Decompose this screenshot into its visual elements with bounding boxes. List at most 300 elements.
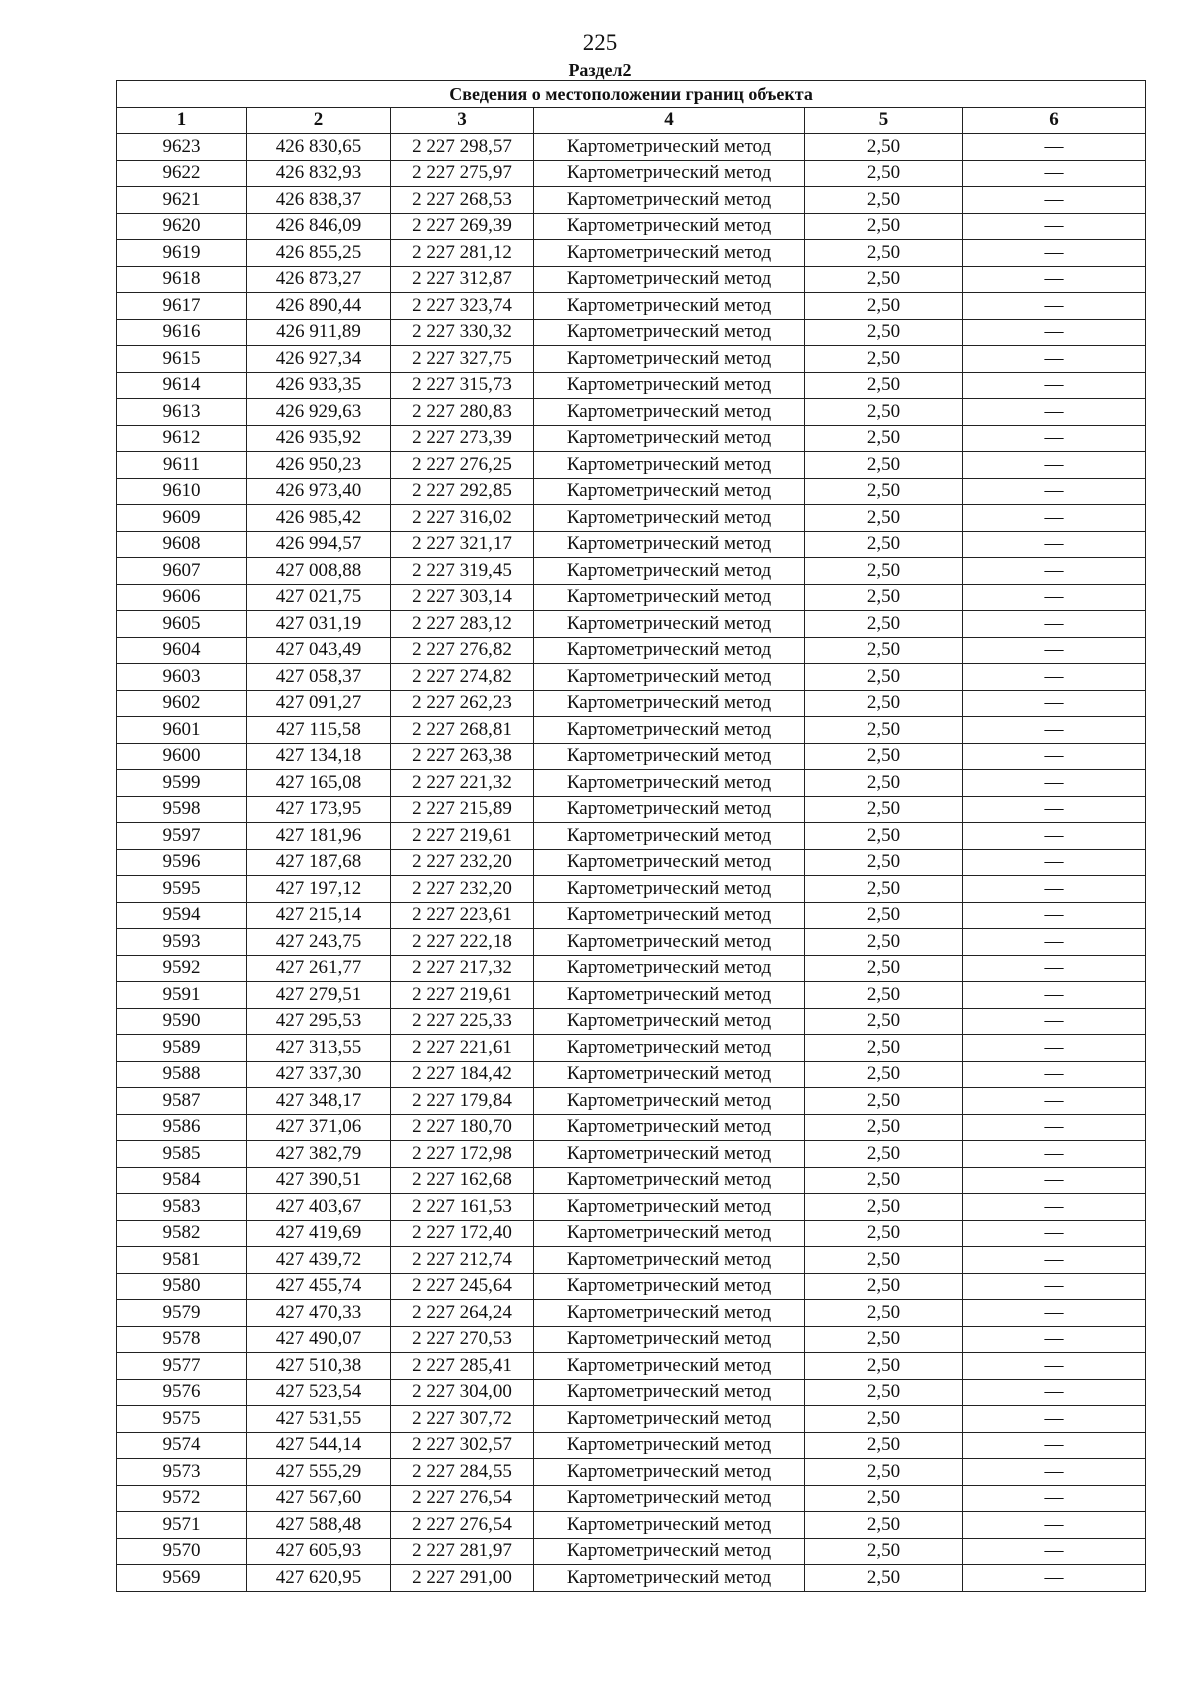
table-row	[117, 770, 1146, 797]
accuracy-cell: 2,50	[805, 1141, 963, 1168]
x-coordinate-cell: 427 455,74	[247, 1273, 391, 1300]
section-label: Раздел2	[568, 60, 632, 80]
method-cell: Картометрический метод	[534, 770, 805, 797]
table-row	[117, 1565, 1146, 1592]
point-number-cell: 9622	[117, 160, 247, 187]
point-number-cell: 9594	[117, 902, 247, 929]
table-row	[117, 1379, 1146, 1406]
note-cell: —	[963, 425, 1146, 452]
table-row	[117, 902, 1146, 929]
note-cell: —	[963, 690, 1146, 717]
y-coordinate-cell: 2 227 303,14	[391, 584, 534, 611]
point-number-cell: 9581	[117, 1247, 247, 1274]
table-row	[117, 637, 1146, 664]
note-cell: —	[963, 902, 1146, 929]
table-row	[117, 690, 1146, 717]
accuracy-cell: 2,50	[805, 955, 963, 982]
method-cell: Картометрический метод	[534, 1141, 805, 1168]
accuracy-cell: 2,50	[805, 1114, 963, 1141]
y-coordinate-cell: 2 227 215,89	[391, 796, 534, 823]
table-title: Сведения о местоположении границ объекта	[117, 81, 1146, 108]
y-coordinate-cell: 2 227 222,18	[391, 929, 534, 956]
point-number-cell: 9589	[117, 1035, 247, 1062]
method-cell: Картометрический метод	[534, 1061, 805, 1088]
accuracy-cell: 2,50	[805, 134, 963, 161]
point-number-cell: 9595	[117, 876, 247, 903]
table-row	[117, 717, 1146, 744]
method-cell: Картометрический метод	[534, 372, 805, 399]
accuracy-cell: 2,50	[805, 1326, 963, 1353]
method-cell: Картометрический метод	[534, 1114, 805, 1141]
point-number-cell: 9582	[117, 1220, 247, 1247]
note-cell: —	[963, 1379, 1146, 1406]
method-cell: Картометрический метод	[534, 664, 805, 691]
point-number-cell: 9591	[117, 982, 247, 1009]
method-cell: Картометрический метод	[534, 1565, 805, 1592]
accuracy-cell: 2,50	[805, 796, 963, 823]
table-row	[117, 372, 1146, 399]
x-coordinate-cell: 427 439,72	[247, 1247, 391, 1274]
accuracy-cell: 2,50	[805, 1035, 963, 1062]
table-row	[117, 1194, 1146, 1221]
note-cell: —	[963, 1326, 1146, 1353]
point-number-cell: 9601	[117, 717, 247, 744]
accuracy-cell: 2,50	[805, 690, 963, 717]
x-coordinate-cell: 427 390,51	[247, 1167, 391, 1194]
note-cell: —	[963, 531, 1146, 558]
y-coordinate-cell: 2 227 262,23	[391, 690, 534, 717]
accuracy-cell: 2,50	[805, 240, 963, 267]
y-coordinate-cell: 2 227 221,61	[391, 1035, 534, 1062]
y-coordinate-cell: 2 227 268,53	[391, 187, 534, 214]
note-cell: —	[963, 1512, 1146, 1539]
method-cell: Картометрический метод	[534, 240, 805, 267]
accuracy-cell: 2,50	[805, 1353, 963, 1380]
note-cell: —	[963, 372, 1146, 399]
accuracy-cell: 2,50	[805, 743, 963, 770]
y-coordinate-cell: 2 227 180,70	[391, 1114, 534, 1141]
table-row	[117, 425, 1146, 452]
accuracy-cell: 2,50	[805, 558, 963, 585]
x-coordinate-cell: 427 531,55	[247, 1406, 391, 1433]
x-coordinate-cell: 427 348,17	[247, 1088, 391, 1115]
table-row	[117, 1485, 1146, 1512]
point-number-cell: 9621	[117, 187, 247, 214]
table-row	[117, 664, 1146, 691]
point-number-cell: 9604	[117, 637, 247, 664]
x-coordinate-cell: 426 973,40	[247, 478, 391, 505]
table-row	[117, 187, 1146, 214]
y-coordinate-cell: 2 227 323,74	[391, 293, 534, 320]
accuracy-cell: 2,50	[805, 1194, 963, 1221]
table-row	[117, 1220, 1146, 1247]
note-cell: —	[963, 240, 1146, 267]
column-header-row	[117, 107, 1146, 134]
note-cell: —	[963, 796, 1146, 823]
method-cell: Картометрический метод	[534, 452, 805, 479]
y-coordinate-cell: 2 227 284,55	[391, 1459, 534, 1486]
point-number-cell: 9610	[117, 478, 247, 505]
table-row	[117, 478, 1146, 505]
table-row	[117, 399, 1146, 426]
y-coordinate-cell: 2 227 219,61	[391, 982, 534, 1009]
point-number-cell: 9590	[117, 1008, 247, 1035]
method-cell: Картометрический метод	[534, 1432, 805, 1459]
y-coordinate-cell: 2 227 232,20	[391, 876, 534, 903]
y-coordinate-cell: 2 227 280,83	[391, 399, 534, 426]
method-cell: Картометрический метод	[534, 1353, 805, 1380]
note-cell: —	[963, 743, 1146, 770]
point-number-cell: 9609	[117, 505, 247, 532]
note-cell: —	[963, 1167, 1146, 1194]
y-coordinate-cell: 2 227 263,38	[391, 743, 534, 770]
table-row	[117, 1353, 1146, 1380]
accuracy-cell: 2,50	[805, 372, 963, 399]
column-header: 2	[247, 107, 391, 134]
accuracy-cell: 2,50	[805, 1432, 963, 1459]
point-number-cell: 9611	[117, 452, 247, 479]
note-cell: —	[963, 1088, 1146, 1115]
x-coordinate-cell: 427 588,48	[247, 1512, 391, 1539]
method-cell: Картометрический метод	[534, 902, 805, 929]
x-coordinate-cell: 427 115,58	[247, 717, 391, 744]
note-cell: —	[963, 1061, 1146, 1088]
x-coordinate-cell: 427 197,12	[247, 876, 391, 903]
y-coordinate-cell: 2 227 307,72	[391, 1406, 534, 1433]
table-row	[117, 531, 1146, 558]
note-cell: —	[963, 1008, 1146, 1035]
x-coordinate-cell: 426 911,89	[247, 319, 391, 346]
y-coordinate-cell: 2 227 276,25	[391, 452, 534, 479]
note-cell: —	[963, 1300, 1146, 1327]
table-row	[117, 1432, 1146, 1459]
point-number-cell: 9587	[117, 1088, 247, 1115]
accuracy-cell: 2,50	[805, 160, 963, 187]
x-coordinate-cell: 426 830,65	[247, 134, 391, 161]
accuracy-cell: 2,50	[805, 717, 963, 744]
y-coordinate-cell: 2 227 268,81	[391, 717, 534, 744]
point-number-cell: 9608	[117, 531, 247, 558]
table-row	[117, 452, 1146, 479]
point-number-cell: 9578	[117, 1326, 247, 1353]
note-cell: —	[963, 584, 1146, 611]
note-cell: —	[963, 399, 1146, 426]
table-title-row	[117, 81, 1146, 108]
point-number-cell: 9592	[117, 955, 247, 982]
y-coordinate-cell: 2 227 302,57	[391, 1432, 534, 1459]
point-number-cell: 9598	[117, 796, 247, 823]
method-cell: Картометрический метод	[534, 187, 805, 214]
table-row	[117, 849, 1146, 876]
method-cell: Картометрический метод	[534, 134, 805, 161]
table-row	[117, 1035, 1146, 1062]
method-cell: Картометрический метод	[534, 849, 805, 876]
accuracy-cell: 2,50	[805, 770, 963, 797]
point-number-cell: 9606	[117, 584, 247, 611]
point-number-cell: 9615	[117, 346, 247, 373]
x-coordinate-cell: 427 021,75	[247, 584, 391, 611]
x-coordinate-cell: 426 935,92	[247, 425, 391, 452]
method-cell: Картометрический метод	[534, 717, 805, 744]
accuracy-cell: 2,50	[805, 505, 963, 532]
method-cell: Картометрический метод	[534, 823, 805, 850]
x-coordinate-cell: 427 419,69	[247, 1220, 391, 1247]
method-cell: Картометрический метод	[534, 1167, 805, 1194]
accuracy-cell: 2,50	[805, 1220, 963, 1247]
x-coordinate-cell: 427 008,88	[247, 558, 391, 585]
accuracy-cell: 2,50	[805, 1273, 963, 1300]
x-coordinate-cell: 427 091,27	[247, 690, 391, 717]
note-cell: —	[963, 982, 1146, 1009]
table-row	[117, 1512, 1146, 1539]
note-cell: —	[963, 319, 1146, 346]
y-coordinate-cell: 2 227 281,97	[391, 1538, 534, 1565]
x-coordinate-cell: 427 337,30	[247, 1061, 391, 1088]
y-coordinate-cell: 2 227 275,97	[391, 160, 534, 187]
point-number-cell: 9584	[117, 1167, 247, 1194]
x-coordinate-cell: 426 855,25	[247, 240, 391, 267]
note-cell: —	[963, 955, 1146, 982]
point-number-cell: 9605	[117, 611, 247, 638]
note-cell: —	[963, 558, 1146, 585]
y-coordinate-cell: 2 227 292,85	[391, 478, 534, 505]
x-coordinate-cell: 427 187,68	[247, 849, 391, 876]
y-coordinate-cell: 2 227 232,20	[391, 849, 534, 876]
note-cell: —	[963, 187, 1146, 214]
note-cell: —	[963, 1565, 1146, 1592]
note-cell: —	[963, 1432, 1146, 1459]
x-coordinate-cell: 427 555,29	[247, 1459, 391, 1486]
y-coordinate-cell: 2 227 276,82	[391, 637, 534, 664]
table-row	[117, 1114, 1146, 1141]
point-number-cell: 9577	[117, 1353, 247, 1380]
accuracy-cell: 2,50	[805, 319, 963, 346]
note-cell: —	[963, 1194, 1146, 1221]
y-coordinate-cell: 2 227 172,40	[391, 1220, 534, 1247]
y-coordinate-cell: 2 227 217,32	[391, 955, 534, 982]
method-cell: Картометрический метод	[534, 1273, 805, 1300]
table-row	[117, 1141, 1146, 1168]
x-coordinate-cell: 426 846,09	[247, 213, 391, 240]
accuracy-cell: 2,50	[805, 849, 963, 876]
y-coordinate-cell: 2 227 264,24	[391, 1300, 534, 1327]
accuracy-cell: 2,50	[805, 531, 963, 558]
table-row	[117, 1088, 1146, 1115]
accuracy-cell: 2,50	[805, 611, 963, 638]
table-row	[117, 584, 1146, 611]
method-cell: Картометрический метод	[534, 611, 805, 638]
x-coordinate-cell: 427 313,55	[247, 1035, 391, 1062]
note-cell: —	[963, 770, 1146, 797]
point-number-cell: 9573	[117, 1459, 247, 1486]
method-cell: Картометрический метод	[534, 1379, 805, 1406]
method-cell: Картометрический метод	[534, 1194, 805, 1221]
y-coordinate-cell: 2 227 316,02	[391, 505, 534, 532]
method-cell: Картометрический метод	[534, 1035, 805, 1062]
method-cell: Картометрический метод	[534, 213, 805, 240]
y-coordinate-cell: 2 227 315,73	[391, 372, 534, 399]
table-row	[117, 558, 1146, 585]
method-cell: Картометрический метод	[534, 1326, 805, 1353]
x-coordinate-cell: 427 371,06	[247, 1114, 391, 1141]
method-cell: Картометрический метод	[534, 425, 805, 452]
table-row	[117, 1273, 1146, 1300]
table-row	[117, 134, 1146, 161]
method-cell: Картометрический метод	[534, 743, 805, 770]
point-number-cell: 9613	[117, 399, 247, 426]
method-cell: Картометрический метод	[534, 796, 805, 823]
accuracy-cell: 2,50	[805, 1247, 963, 1274]
x-coordinate-cell: 427 279,51	[247, 982, 391, 1009]
accuracy-cell: 2,50	[805, 452, 963, 479]
y-coordinate-cell: 2 227 285,41	[391, 1353, 534, 1380]
note-cell: —	[963, 664, 1146, 691]
table-row	[117, 929, 1146, 956]
accuracy-cell: 2,50	[805, 1300, 963, 1327]
accuracy-cell: 2,50	[805, 1406, 963, 1433]
y-coordinate-cell: 2 227 221,32	[391, 770, 534, 797]
x-coordinate-cell: 427 215,14	[247, 902, 391, 929]
x-coordinate-cell: 427 620,95	[247, 1565, 391, 1592]
note-cell: —	[963, 1353, 1146, 1380]
x-coordinate-cell: 426 929,63	[247, 399, 391, 426]
point-number-cell: 9619	[117, 240, 247, 267]
note-cell: —	[963, 929, 1146, 956]
x-coordinate-cell: 426 994,57	[247, 531, 391, 558]
accuracy-cell: 2,50	[805, 982, 963, 1009]
point-number-cell: 9593	[117, 929, 247, 956]
note-cell: —	[963, 611, 1146, 638]
x-coordinate-cell: 427 043,49	[247, 637, 391, 664]
y-coordinate-cell: 2 227 245,64	[391, 1273, 534, 1300]
x-coordinate-cell: 427 295,53	[247, 1008, 391, 1035]
accuracy-cell: 2,50	[805, 1512, 963, 1539]
point-number-cell: 9570	[117, 1538, 247, 1565]
x-coordinate-cell: 427 134,18	[247, 743, 391, 770]
point-number-cell: 9580	[117, 1273, 247, 1300]
method-cell: Картометрический метод	[534, 1088, 805, 1115]
point-number-cell: 9588	[117, 1061, 247, 1088]
accuracy-cell: 2,50	[805, 478, 963, 505]
y-coordinate-cell: 2 227 219,61	[391, 823, 534, 850]
x-coordinate-cell: 426 838,37	[247, 187, 391, 214]
x-coordinate-cell: 427 567,60	[247, 1485, 391, 1512]
method-cell: Картометрический метод	[534, 1008, 805, 1035]
y-coordinate-cell: 2 227 162,68	[391, 1167, 534, 1194]
accuracy-cell: 2,50	[805, 823, 963, 850]
point-number-cell: 9574	[117, 1432, 247, 1459]
method-cell: Картометрический метод	[534, 160, 805, 187]
method-cell: Картометрический метод	[534, 478, 805, 505]
table-body	[117, 134, 1146, 1592]
x-coordinate-cell: 427 510,38	[247, 1353, 391, 1380]
note-cell: —	[963, 505, 1146, 532]
y-coordinate-cell: 2 227 269,39	[391, 213, 534, 240]
note-cell: —	[963, 266, 1146, 293]
table-row	[117, 823, 1146, 850]
point-number-cell: 9585	[117, 1141, 247, 1168]
table-row	[117, 346, 1146, 373]
accuracy-cell: 2,50	[805, 1565, 963, 1592]
table-row	[117, 1326, 1146, 1353]
note-cell: —	[963, 1406, 1146, 1433]
accuracy-cell: 2,50	[805, 399, 963, 426]
note-cell: —	[963, 134, 1146, 161]
table-row	[117, 1247, 1146, 1274]
y-coordinate-cell: 2 227 312,87	[391, 266, 534, 293]
table-row	[117, 505, 1146, 532]
y-coordinate-cell: 2 227 276,54	[391, 1512, 534, 1539]
method-cell: Картометрический метод	[534, 876, 805, 903]
table-row	[117, 743, 1146, 770]
note-cell: —	[963, 1220, 1146, 1247]
accuracy-cell: 2,50	[805, 187, 963, 214]
table-row	[117, 213, 1146, 240]
table-row	[117, 611, 1146, 638]
column-header: 1	[117, 107, 247, 134]
accuracy-cell: 2,50	[805, 929, 963, 956]
note-cell: —	[963, 823, 1146, 850]
table-row	[117, 240, 1146, 267]
accuracy-cell: 2,50	[805, 637, 963, 664]
note-cell: —	[963, 1141, 1146, 1168]
accuracy-cell: 2,50	[805, 213, 963, 240]
method-cell: Картометрический метод	[534, 1512, 805, 1539]
accuracy-cell: 2,50	[805, 1061, 963, 1088]
y-coordinate-cell: 2 227 281,12	[391, 240, 534, 267]
page-number: 225	[582, 30, 618, 55]
note-cell: —	[963, 1035, 1146, 1062]
x-coordinate-cell: 427 243,75	[247, 929, 391, 956]
note-cell: —	[963, 160, 1146, 187]
y-coordinate-cell: 2 227 283,12	[391, 611, 534, 638]
y-coordinate-cell: 2 227 304,00	[391, 1379, 534, 1406]
accuracy-cell: 2,50	[805, 664, 963, 691]
note-cell: —	[963, 478, 1146, 505]
point-number-cell: 9620	[117, 213, 247, 240]
point-number-cell: 9571	[117, 1512, 247, 1539]
method-cell: Картометрический метод	[534, 982, 805, 1009]
method-cell: Картометрический метод	[534, 266, 805, 293]
note-cell: —	[963, 1273, 1146, 1300]
method-cell: Картометрический метод	[534, 346, 805, 373]
x-coordinate-cell: 426 890,44	[247, 293, 391, 320]
point-number-cell: 9614	[117, 372, 247, 399]
x-coordinate-cell: 426 933,35	[247, 372, 391, 399]
method-cell: Картометрический метод	[534, 1538, 805, 1565]
method-cell: Картометрический метод	[534, 1406, 805, 1433]
table-row	[117, 1061, 1146, 1088]
note-cell: —	[963, 637, 1146, 664]
y-coordinate-cell: 2 227 273,39	[391, 425, 534, 452]
accuracy-cell: 2,50	[805, 876, 963, 903]
x-coordinate-cell: 427 058,37	[247, 664, 391, 691]
table-row	[117, 1300, 1146, 1327]
table-row	[117, 1459, 1146, 1486]
note-cell: —	[963, 452, 1146, 479]
method-cell: Картометрический метод	[534, 1220, 805, 1247]
accuracy-cell: 2,50	[805, 1379, 963, 1406]
table-row	[117, 1406, 1146, 1433]
point-number-cell: 9617	[117, 293, 247, 320]
point-number-cell: 9596	[117, 849, 247, 876]
note-cell: —	[963, 717, 1146, 744]
method-cell: Картометрический метод	[534, 558, 805, 585]
table-row	[117, 982, 1146, 1009]
y-coordinate-cell: 2 227 161,53	[391, 1194, 534, 1221]
point-number-cell: 9612	[117, 425, 247, 452]
x-coordinate-cell: 427 181,96	[247, 823, 391, 850]
